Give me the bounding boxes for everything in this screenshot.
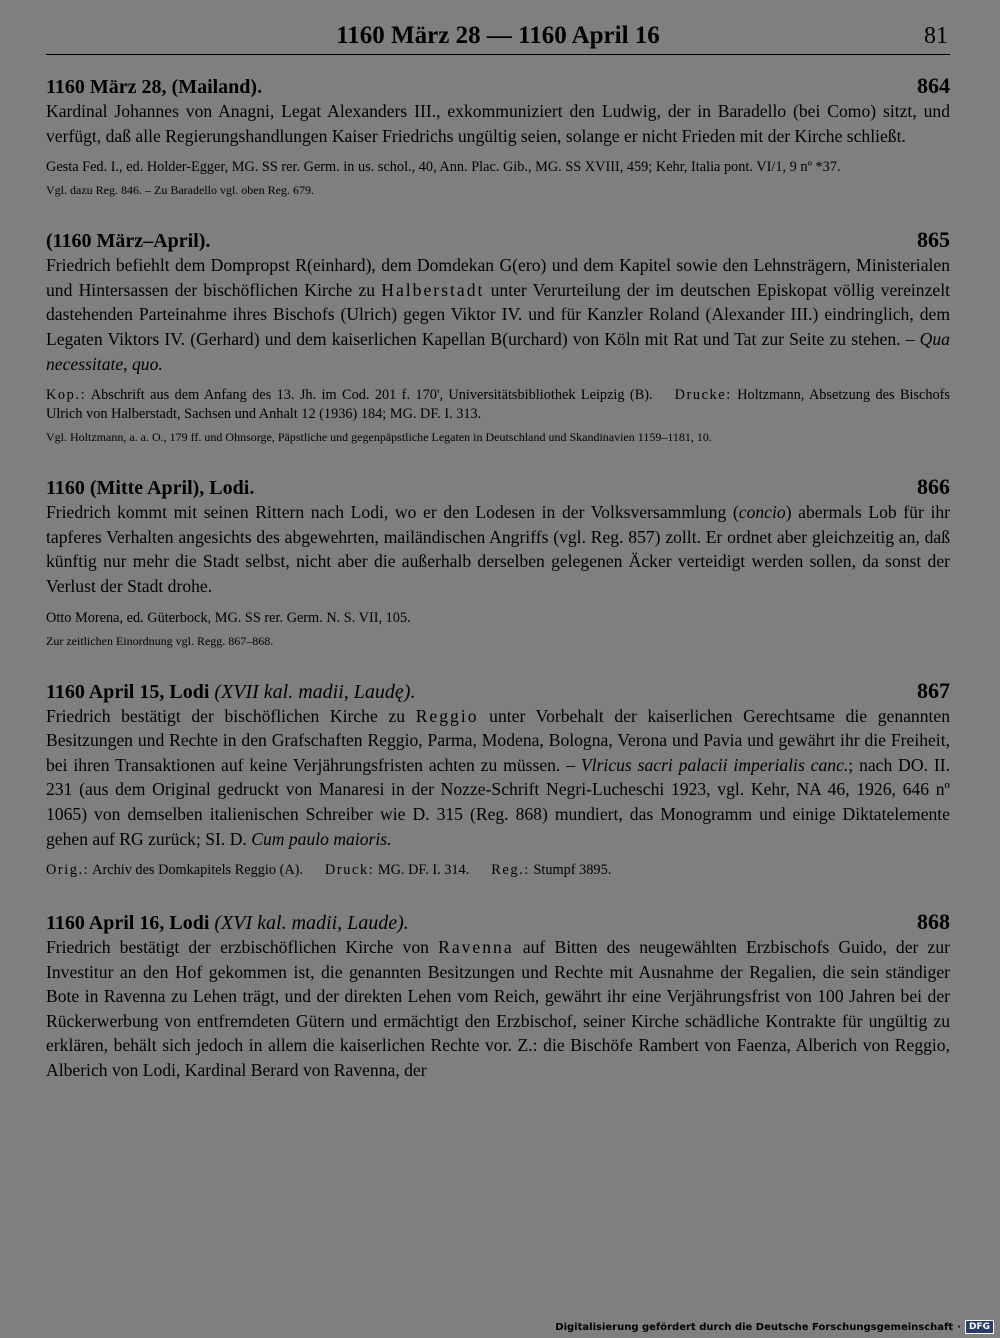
place-name: Halberstadt [381, 279, 485, 300]
incipit: Cum paulo maioris. [251, 828, 392, 849]
entry-number: 866 [917, 474, 950, 500]
entry-text-part: unter Verurteilung der im deutschen Episkopat völlig vereinzelt dastehenden Parteinahme ihres Bischofs (Ulrich) gegen Viktor IV. und für Kanzler Roland (Alexander III.) eindringlich, dem Legaten Viktors IV. (Gerhard) und dem kaiserlichen Kapellan B(urchard) von Köln mit Rat und Tat zur Seite zu stehen. – [46, 279, 950, 349]
entry-text-part: ; nach DO. II. 231 (aus dem Original gedruckt von Manaresi in der Nozze-Schrift Negri-Lucheschi 1923, vgl. Kehr, NA 46, 1926, 646 nº 1065) von demselben italienischen Schreiber wie D. 315 (Reg. 868) mundiert, das Monogramm und einige Diktatelemente gehen auf RG zurück; SI. D. [46, 754, 950, 849]
entry-text-part: Friedrich bestätigt der bischöflichen Kirche zu [46, 705, 406, 726]
entry-sources: Gesta Fed. I., ed. Holder-Egger, MG. SS rer. Germ. in us. schol., 40, Ann. Plac. Gib., MG. SS XVIII, 459; Kehr, Italia pont. VI/1, 9 nº *37. [46, 159, 841, 176]
entry-number: 864 [917, 73, 950, 98]
entry-sources [46, 386, 950, 424]
entry-text [46, 253, 950, 376]
entry-text-part: Friedrich befiehlt dem Dompropst R(einhard), dem Domdekan G(ero) und dem Kapitel sowie den Lehnsträgern, Ministerialen und Hintersassen der bischöflichen Kirche zu [46, 255, 950, 300]
source-text: Abschrift aus dem Anfang des 13. Jh. im Cod. 201 f. 170', Universitätsbibliothek Leipzig (B). [90, 387, 653, 404]
entry-heading [46, 679, 950, 704]
entry-text [46, 704, 950, 852]
source-text: Stumpf 3895. [533, 862, 612, 879]
entry-date-latin: (XVII kal. madii, Laudę). [214, 680, 416, 703]
dfg-logo-icon: DFG [965, 1320, 994, 1334]
regest-entry-865 [46, 228, 950, 445]
incipit: Qua necessitate, quo. [46, 328, 950, 374]
entry-date-text: 1160 April 15, Lodi [46, 680, 210, 703]
entry-number: 867 [917, 677, 950, 703]
running-title: 1160 März 28 — 1160 April 16 [336, 22, 660, 49]
entry-note: Zur zeitlichen Einordnung vgl. Regg. 867–868. [46, 633, 274, 648]
entry-text-part: ) abermals Lob für ihr tapferes Verhalten angesichts des abgewehrten, mailändischen Angriffs (vgl. Reg. 857) zollt. Er ordnet aber gleichzeitig an, daß künftig nur mehr die Stadt selbst, nicht aber die außerhalb derselben gelegenen Äcker verteidigt werden sollen, da sonst der Verlust der Stadt drohe. [46, 502, 950, 596]
entry-date [46, 680, 415, 704]
entry-heading [46, 228, 950, 253]
entry-heading [46, 475, 950, 500]
entry-date-text: 1160 April 16, Lodi [46, 912, 210, 935]
source-text: Holtzmann, Absetzung des Bischofs Ulrich von Halberstadt, Sachsen und Anhalt 12 (1936) 184; MG. DF. I. 313. [46, 387, 950, 423]
latin-term: concio [738, 502, 786, 523]
entry-heading [46, 74, 950, 99]
entry-sources [46, 861, 950, 880]
regest-entry-866 [46, 475, 950, 648]
entry-number: 868 [917, 909, 950, 935]
entry-text-part: auf Bitten des neugewählten Erzbischofs Guido, der zur Investitur an den Hof gekommen ist, die genannten Besitzungen und Rechte mit Ausnahme der Regalien, die sein ständiger Bote in Ravenna zu Lehen trägt, und der direkten Lehen vom Reich, gewährt ihr eine Verjährungsfrist von 100 Jahren bei der Rückerwerbung von entfremdeten Gütern und ermächtigt den Erzbischof, seiner Kirche schädliche Kontrakte für ungültig zu erklären, behält sich jedoch in allem die kaiserlichen Rechte vor. Z.: die Bischöfe Rambert von Faenza, Alberich von Reggio, Alberich von Lodi, Kardinal Berard von Ravenna, der [46, 937, 950, 1081]
entry-date: 1160 (Mitte April), Lodi. [46, 477, 255, 500]
entry-note: Vgl. dazu Reg. 846. – Zu Baradello vgl. oben Reg. 679. [46, 183, 314, 198]
regest-entry-864 [46, 74, 950, 198]
funding-footer: Digitalisierung gefördert durch die Deutsche Forschungsgemeinschaft · DFG [555, 1320, 994, 1334]
source-label: Orig.: [46, 862, 90, 879]
place-name: Ravenna [438, 937, 514, 958]
entry-text-part: Friedrich kommt mit seinen Rittern nach Lodi, wo er den Lodesen in der Volksversammlung ( [46, 502, 739, 523]
regesta-list [46, 74, 950, 1113]
entry-note: Vgl. Holtzmann, a. a. O., 179 ff. und Ohnsorge, Päpstliche und gegenpäpstliche Legaten in Deutschland und Skandinavien 1159–1181, 10. [46, 430, 712, 445]
entry-text: Kardinal Johannes von Anagni, Legat Alexanders III., exkommuniziert den Ludwig, der in Baradello (bei Como) sitzt, und verfügt, daß alle Regierungshandlungen Kaiser Friedrichs ungültig seien, solange er nicht Frieden mit der Kirche schließt. [46, 101, 950, 146]
entry-date: 1160 März 28, (Mailand). [46, 76, 263, 98]
running-header [46, 20, 950, 55]
entry-sources: Otto Morena, ed. Güterbock, MG. SS rer. Germ. N. S. VII, 105. [46, 609, 411, 626]
entry-text [46, 500, 950, 598]
source-label: Kop.: [46, 387, 87, 404]
entry-text-part: Friedrich bestätigt der erzbischöflichen Kirche von [46, 937, 429, 958]
source-text: MG. DF. I. 314. [377, 862, 470, 879]
entry-number: 865 [917, 227, 950, 253]
place-name: Reggio [415, 705, 479, 726]
entry-text [46, 935, 950, 1083]
source-label: Drucke: [674, 387, 732, 404]
entry-date [46, 911, 409, 935]
entry-text-part: unter Vorbehalt der kaiserlichen Gerechtsame die genannten Besitzungen und Rechte in den Grafschaften Reggio, Parma, Modena, Bologna, Verona und Pavia und gewährt ihr die Freiheit, bei ihren Transaktionen auf keine Verjährungsfristen achten zu müssen. – [46, 705, 951, 775]
regest-entry-867 [46, 679, 950, 881]
page-number: 81 [924, 23, 948, 49]
entry-heading [46, 910, 950, 935]
entry-date-latin: (XVI kal. madii, Laude). [214, 912, 409, 935]
source-label: Reg.: [491, 862, 530, 879]
regest-entry-868 [46, 910, 950, 1083]
entry-date: (1160 März–April). [46, 230, 211, 253]
source-label: Druck: [325, 862, 375, 879]
source-text: Archiv des Domkapitels Reggio (A). [92, 862, 303, 879]
funding-text: Digitalisierung gefördert durch die Deutsche Forschungsgemeinschaft [555, 1321, 954, 1333]
latin-term: Vlricus sacri palacii imperialis canc. [580, 754, 849, 775]
